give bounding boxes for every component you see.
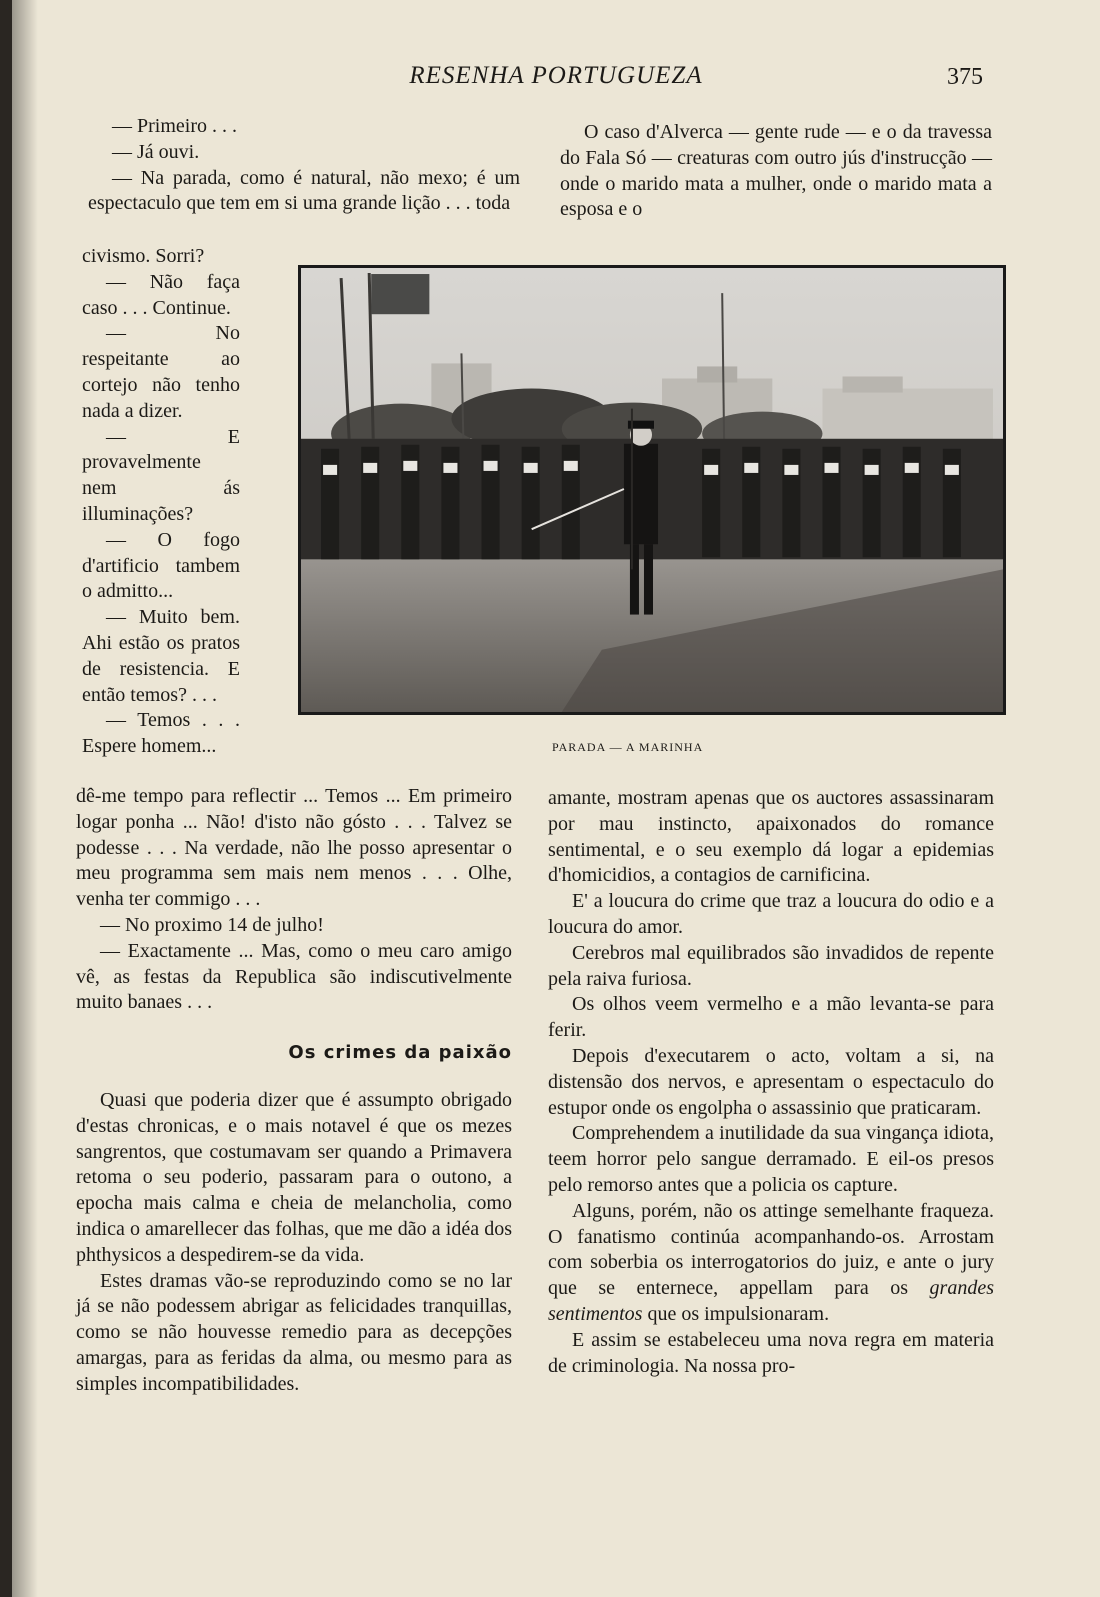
right-column-top (560, 120, 992, 223)
dialogue-line: — E provavelmente nem ás illuminações? (82, 425, 240, 525)
binding-shadow (12, 0, 38, 1597)
left-column-bottom (76, 784, 512, 1398)
dialogue-line: dê-me tempo para reflectir ... Temos ... Em primeiro logar ponha ... Não! d'isto não gósto . . . Talvez se podesse . . . Na verdade, não lhe posso apresentar o meu programma sem mais nem menos . . . Olhe, venha ter commigo . . . (76, 785, 512, 911)
section-title: Os crimes da paixão (288, 1042, 512, 1064)
paragraph: O caso d'Alverca — gente rude — e o da travessa do Fala Só — creaturas com outro jús d'instrucção — onde o marido mata a mulher, onde o marido mata a esposa e o (560, 121, 992, 221)
running-head: RESENHA PORTUGUEZA (409, 62, 703, 89)
parade-photo-illustration (301, 268, 1003, 712)
left-column-narrow (82, 244, 240, 760)
dialogue-line: — Não faça caso . . . Continue. (82, 270, 240, 319)
paragraph: amante, mostram apenas que os auctores assassinaram por mau instincto, apaixonados do romance sentimental, e o seu exemplo dá logar a epidemias d'homicidios, a contagios de carnificina. (548, 787, 994, 887)
dialogue-line: — Já ouvi. (112, 140, 200, 163)
paragraph: Os olhos veem vermelho e a mão levanta-se para ferir. (548, 993, 994, 1042)
dialogue-line: — No respeitante ao cortejo não tenho nada a dizer. (82, 322, 240, 422)
paragraph: E' a loucura do crime que traz a loucura do odio e a loucura do amor. (548, 890, 994, 938)
dialogue-line: — O fogo d'artificio tambem o admitto... (82, 528, 240, 603)
right-column-bottom (548, 786, 994, 1379)
dialogue-line: — Exactamente ... Mas, como o meu caro amigo vê, as festas da Republica são indiscutivelmente muito banaes . . . (76, 939, 512, 1014)
dialogue-line: — Temos . . . Espere homem... (82, 709, 240, 758)
emphasis-text: grandes sentimentos (548, 1277, 994, 1325)
paragraph: Depois d'executarem o acto, voltam a si, na distensão dos nervos, e apresentam o espectaculo do estupor onde os engolpha o assassinio que praticaram. (548, 1044, 994, 1119)
parade-photograph (298, 265, 1006, 715)
dialogue-line: — Muito bem. Ahi estão os pratos de resistencia. E então temos? . . . (82, 606, 240, 706)
paragraph-text: que os impulsionaram. (642, 1302, 830, 1325)
paragraph: Comprehendem a inutilidade da sua vingança idiota, teem horror pelo sangue derramado. E eil-os presos pelo remorso antes que a policia os capture. (548, 1122, 994, 1196)
left-column-top (88, 114, 520, 217)
photo-caption: PARADA — A MARINHA (552, 740, 704, 754)
paragraph (548, 1199, 994, 1328)
dialogue-line: — No proximo 14 de julho! (100, 913, 324, 936)
journal-page (12, 0, 1100, 1597)
paragraph: Quasi que poderia dizer que é assumpto obrigado d'estas chronicas, e o mais notavel é que os mezes sangrentos, que costumavam ser quando a Primavera retoma o seu poderio, passaram para o outono, a epocha mais calma e cheia de melancholia, como indica o amarellecer das folhas, que me dão a idéa dos phthysicos a despedirem-se da vida. (76, 1088, 512, 1266)
dialogue-line: — Primeiro . . . (112, 115, 237, 137)
paragraph-text: Alguns, porém, não os attinge semelhante fraqueza. O fanatismo continúa acompanhando-os. Arrostam com soberbia os interrogatorios do juiz, e ante o jury que se enternece, appellam para os (548, 1199, 994, 1300)
page-number: 375 (947, 64, 983, 90)
paragraph: Estes dramas vão-se reproduzindo como se no lar já se não podessem abrigar as felicidades tranquillas, como se não houvesse remedio para as decepções amargas, para as feridas da alma, ou mesmo para as simples incompatibilidades. (76, 1269, 512, 1395)
paragraph: Cerebros mal equilibrados são invadidos de repente pela raiva furiosa. (548, 941, 994, 990)
dialogue-line: civismo. Sorri? (82, 245, 205, 267)
paragraph: E assim se estabeleceu uma nova regra em materia de criminologia. Na nossa pro- (548, 1328, 994, 1377)
dialogue-line: — Na parada, como é natural, não mexo; é um espectaculo que tem em si uma grande lição . . . toda (88, 166, 520, 215)
